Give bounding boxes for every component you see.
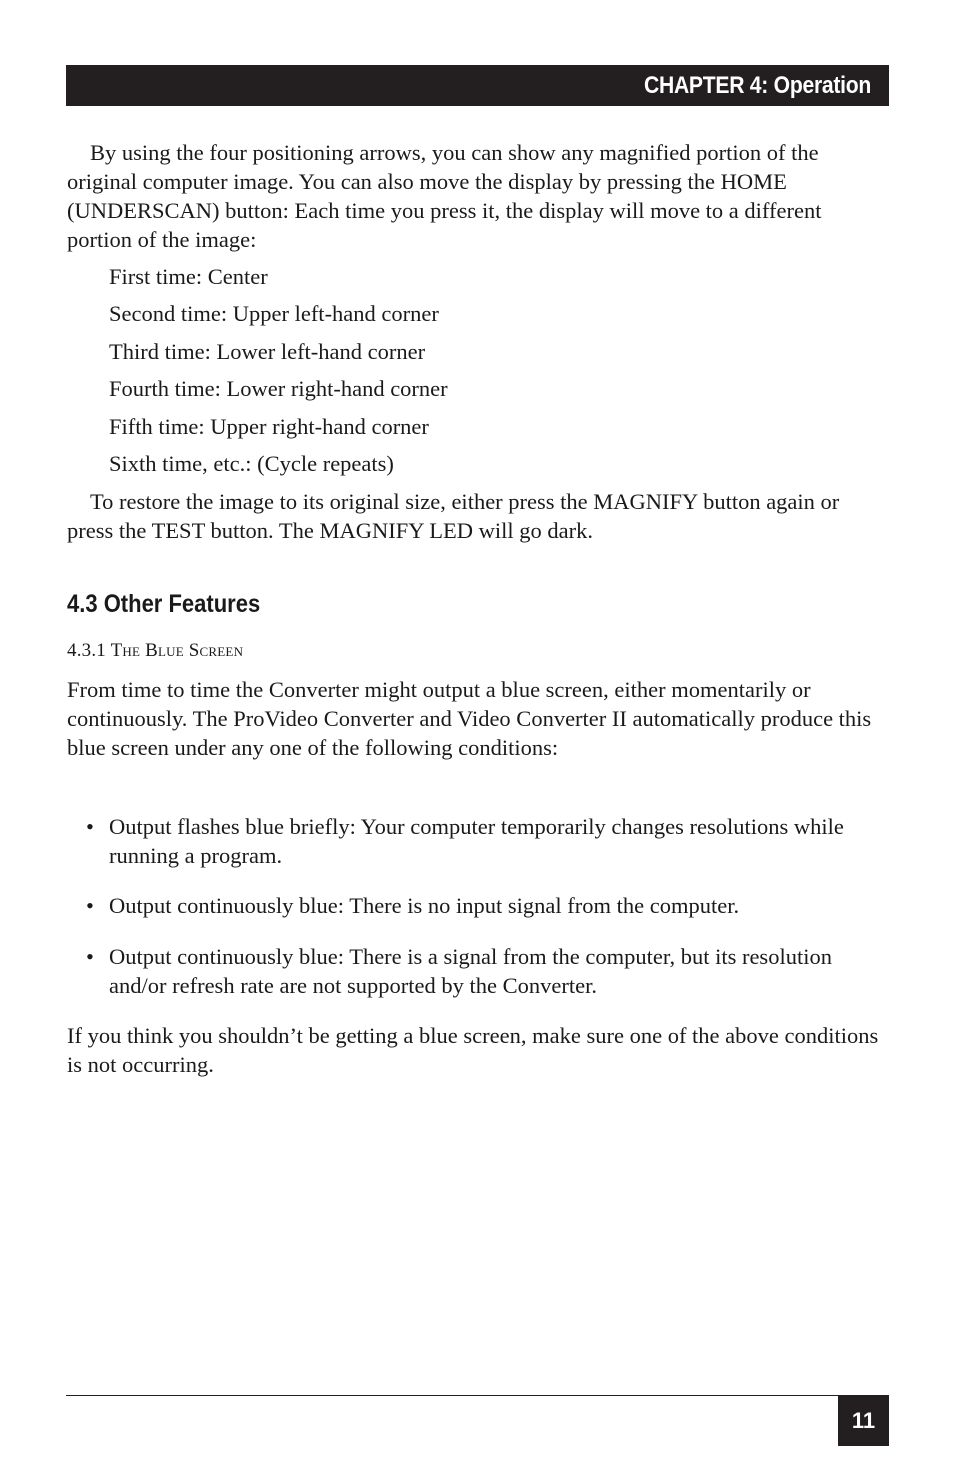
position-item: Second time: Upper left-hand corner <box>109 301 439 326</box>
position-item: Sixth time, etc.: (Cycle repeats) <box>109 451 394 476</box>
position-item: First time: Center <box>109 264 268 289</box>
position-item: Fifth time: Upper right-hand corner <box>109 414 429 439</box>
footer-rule <box>66 1395 889 1396</box>
bullet-symbol: • <box>86 814 94 839</box>
intro-paragraph: By using the four positioning arrows, you can show any magnified portion of the original computer image. You can also move the display by pressing the HOME (UNDERSCAN) button: Each time you press it, the display will move to a different portion of the image: <box>67 140 822 252</box>
subsection-heading: 4.3.1 The Blue Screen <box>67 640 244 661</box>
blue-screen-intro: From time to time the Converter might output a blue screen, either momentarily or continuously. The ProVideo Converter and Video Converter II automatically produce this blue screen under any one of the following conditions: <box>67 677 872 760</box>
page-number-box <box>838 1396 889 1446</box>
bullet-symbol: • <box>86 893 94 918</box>
page-number: 11 <box>851 1408 876 1433</box>
bullet-item: Output flashes blue briefly: Your computer temporarily changes resolutions while running a program. <box>109 814 844 868</box>
bullet-item: Output continuously blue: There is no input signal from the computer. <box>109 893 740 918</box>
position-item: Fourth time: Lower right-hand corner <box>109 376 448 401</box>
position-item: Third time: Lower left-hand corner <box>109 339 426 364</box>
bullet-symbol: • <box>86 944 94 969</box>
restore-paragraph: To restore the image to its original size, either press the MAGNIFY button again or press the TEST button. The MAGNIFY LED will go dark. <box>67 489 840 543</box>
closing-paragraph: If you think you shouldn’t be getting a blue screen, make sure one of the above conditions is not occurring. <box>67 1023 879 1077</box>
bullet-item: Output continuously blue: There is a signal from the computer, but its resolution and/or refresh rate are not supported by the Converter. <box>109 944 832 998</box>
chapter-title: CHAPTER 4: Operation <box>643 72 871 99</box>
section-heading: 4.3 Other Features <box>67 590 261 618</box>
chapter-header-bar <box>66 65 889 106</box>
